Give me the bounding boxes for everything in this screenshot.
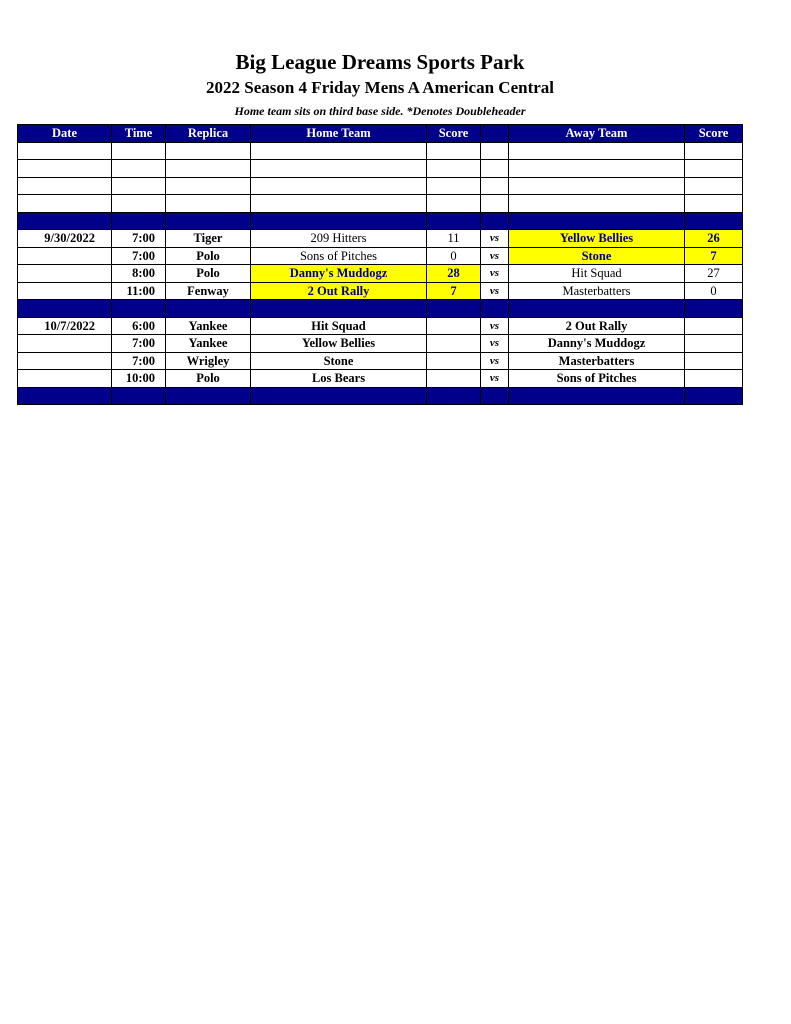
game-row [18, 247, 743, 265]
home-team: Yellow Bellies [251, 335, 427, 353]
game-date [18, 265, 112, 283]
away-team: Sons of Pitches [509, 370, 685, 388]
game-row [18, 265, 743, 283]
home-score: 11 [427, 230, 481, 248]
away-score [685, 370, 743, 388]
away-team: Masterbatters [509, 282, 685, 300]
game-time: 7:00 [112, 247, 166, 265]
vs-label: vs [481, 230, 509, 248]
home-score [427, 317, 481, 335]
game-date: 10/7/2022 [18, 317, 112, 335]
game-replica: Tiger [166, 230, 251, 248]
week-separator-row [18, 300, 743, 318]
game-time: 6:00 [112, 317, 166, 335]
game-date [18, 282, 112, 300]
schedule-note: Home team sits on third base side. *Denotes Doubleheader [234, 104, 526, 118]
home-team: 209 Hitters [251, 230, 427, 248]
empty-row [18, 142, 743, 160]
game-time: 8:00 [112, 265, 166, 283]
away-score [685, 335, 743, 353]
home-score: 0 [427, 247, 481, 265]
vs-label: vs [481, 335, 509, 353]
away-score: 26 [685, 230, 743, 248]
game-time: 7:00 [112, 230, 166, 248]
game-date [18, 247, 112, 265]
home-team: Stone [251, 352, 427, 370]
empty-row [18, 160, 743, 178]
home-score: 7 [427, 282, 481, 300]
game-date [18, 370, 112, 388]
vs-label: vs [481, 352, 509, 370]
col-header-home-score: Score [427, 125, 481, 143]
away-score [685, 317, 743, 335]
away-team: Yellow Bellies [509, 230, 685, 248]
schedule-table [17, 124, 743, 405]
header-row [18, 125, 743, 143]
game-replica: Fenway [166, 282, 251, 300]
empty-row [18, 195, 743, 213]
game-replica: Wrigley [166, 352, 251, 370]
week-separator-row [18, 212, 743, 230]
home-team: Danny's Muddogz [251, 265, 427, 283]
away-team: Stone [509, 247, 685, 265]
away-score: 0 [685, 282, 743, 300]
away-team: 2 Out Rally [509, 317, 685, 335]
game-row [18, 335, 743, 353]
home-score: 28 [427, 265, 481, 283]
game-replica: Yankee [166, 317, 251, 335]
home-team: Hit Squad [251, 317, 427, 335]
game-replica: Polo [166, 265, 251, 283]
page-subtitle: 2022 Season 4 Friday Mens A American Central [205, 78, 554, 97]
game-row [18, 282, 743, 300]
game-time: 11:00 [112, 282, 166, 300]
away-score [685, 352, 743, 370]
home-score [427, 352, 481, 370]
schedule-body [18, 142, 743, 405]
away-score: 7 [685, 247, 743, 265]
game-time: 7:00 [112, 335, 166, 353]
home-score [427, 335, 481, 353]
col-header-replica: Replica [166, 125, 251, 143]
col-header-away-team: Away Team [509, 125, 685, 143]
game-date: 9/30/2022 [18, 230, 112, 248]
vs-label: vs [481, 317, 509, 335]
col-header-away-score: Score [685, 125, 743, 143]
away-team: Danny's Muddogz [509, 335, 685, 353]
game-replica: Polo [166, 370, 251, 388]
col-header-time: Time [112, 125, 166, 143]
game-row [18, 352, 743, 370]
home-team: 2 Out Rally [251, 282, 427, 300]
game-row [18, 317, 743, 335]
vs-label: vs [481, 247, 509, 265]
col-header-date: Date [18, 125, 112, 143]
game-row [18, 230, 743, 248]
game-replica: Yankee [166, 335, 251, 353]
game-time: 10:00 [112, 370, 166, 388]
empty-row [18, 177, 743, 195]
home-team: Sons of Pitches [251, 247, 427, 265]
col-header-home-team: Home Team [251, 125, 427, 143]
away-team: Masterbatters [509, 352, 685, 370]
col-header-vs [481, 125, 509, 143]
vs-label: vs [481, 282, 509, 300]
game-row [18, 370, 743, 388]
week-separator-row [18, 387, 743, 405]
game-date [18, 335, 112, 353]
away-score: 27 [685, 265, 743, 283]
away-team: Hit Squad [509, 265, 685, 283]
page-title: Big League Dreams Sports Park [235, 50, 525, 74]
game-replica: Polo [166, 247, 251, 265]
vs-label: vs [481, 265, 509, 283]
game-time: 7:00 [112, 352, 166, 370]
home-team: Los Bears [251, 370, 427, 388]
vs-label: vs [481, 370, 509, 388]
game-date [18, 352, 112, 370]
home-score [427, 370, 481, 388]
